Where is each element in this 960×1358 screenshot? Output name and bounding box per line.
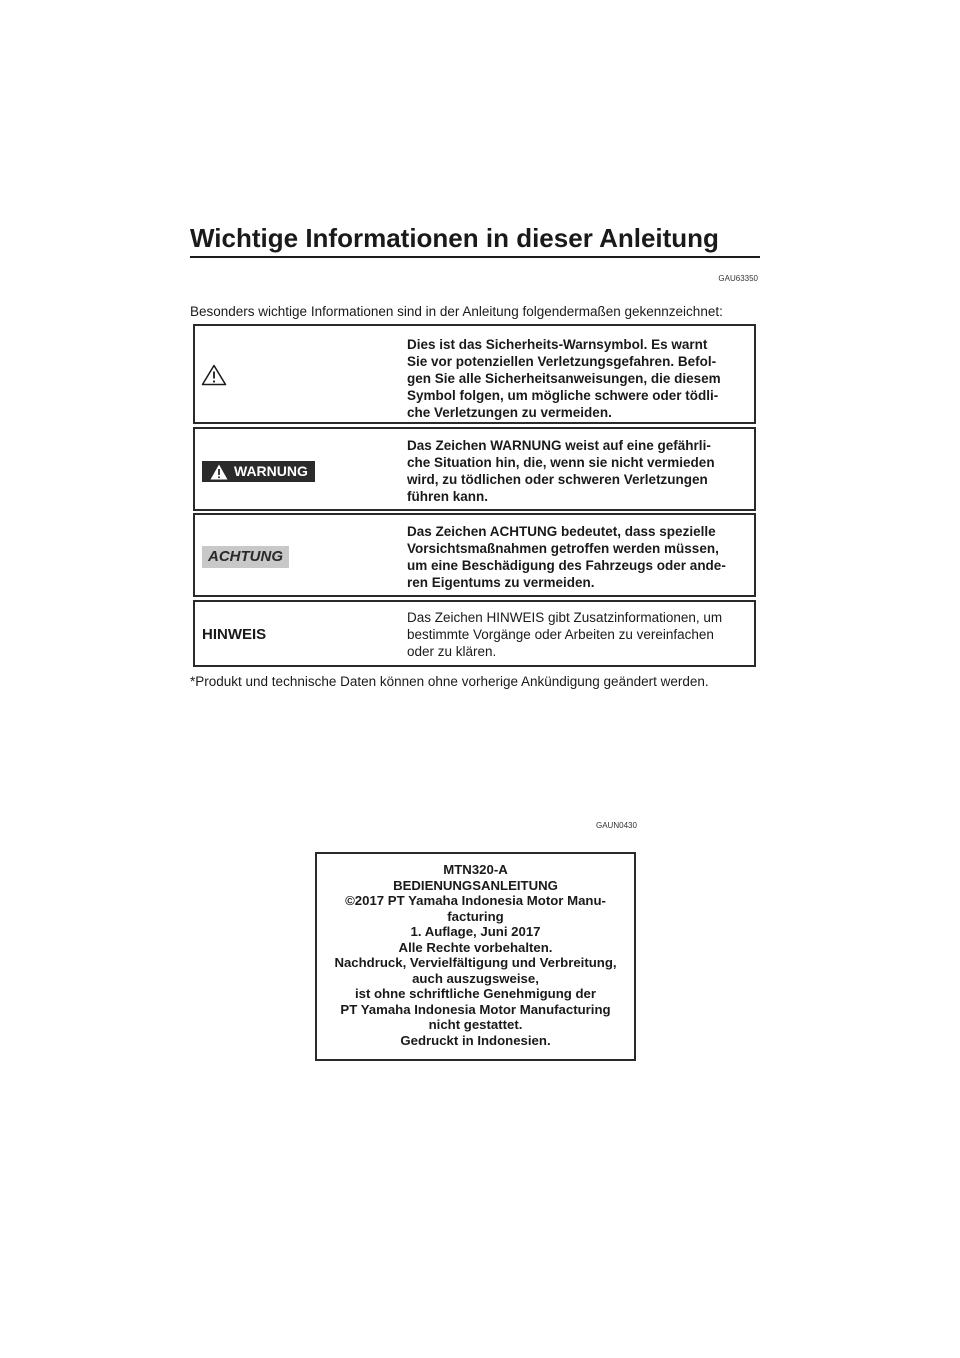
- box-text-line: führen kann.: [407, 489, 489, 504]
- imprint-line: ©2017 PT Yamaha Indonesia Motor Manu-: [345, 893, 606, 908]
- imprint-line: facturing: [447, 908, 504, 924]
- box-text-line: gen Sie alle Sicherheitsanweisungen, die diesem: [407, 371, 721, 386]
- box-text-line: wird, zu tödlichen oder schweren Verletzungen: [407, 472, 708, 487]
- box-text-line: Vorsichtsmaßnahmen getroffen werden müssen,: [407, 541, 719, 556]
- box-text-line: Symbol folgen, um mögliche schwere oder tödli-: [407, 388, 719, 403]
- achtung-label: ACHTUNG: [202, 546, 289, 568]
- achtung-box: [193, 513, 756, 597]
- warning-triangle-icon: [210, 464, 228, 480]
- box-text-line: che Verletzungen zu vermeiden.: [407, 405, 612, 420]
- imprint-line: BEDIENUNGSANLEITUNG: [393, 877, 558, 893]
- footnote-text: *Produkt und technische Daten können ohne vorherige Ankündigung geändert werden.: [190, 674, 709, 689]
- box-text-line: Das Zeichen ACHTUNG bedeutet, dass spezielle: [407, 524, 716, 539]
- box-text-line: ren Eigentums zu vermeiden.: [407, 575, 595, 590]
- imprint-box: [315, 852, 636, 1061]
- box-text-line: Dies ist das Sicherheits-Warnsymbol. Es warnt: [407, 337, 708, 352]
- warning-triangle-icon: [201, 364, 227, 386]
- imprint-line: Alle Rechte vorbehalten.: [398, 939, 553, 955]
- imprint-line: 1. Auflage, Juni 2017: [410, 924, 541, 939]
- box-text-line: Das Zeichen WARNUNG weist auf eine gefährli-: [407, 438, 711, 453]
- warnung-box: [193, 427, 756, 511]
- warnung-label-text: WARNUNG: [234, 463, 308, 479]
- imprint-line: auch auszugsweise,: [412, 970, 539, 986]
- doc-code-mid: GAUN0430: [596, 821, 637, 830]
- imprint-line: Gedruckt in Indonesien.: [400, 1032, 551, 1048]
- intro-text: Besonders wichtige Informationen sind in der Anleitung folgendermaßen gekennzeichnet:: [190, 304, 723, 319]
- safety-symbol-box: [193, 324, 756, 424]
- imprint-line: ist ohne schriftliche Genehmigung der: [354, 986, 597, 1001]
- page-title: Wichtige Informationen in dieser Anleitung: [190, 222, 760, 258]
- box-text-line: Sie vor potenziellen Verletzungsgefahren. Befol-: [407, 354, 717, 369]
- box-text-line: che Situation hin, die, wenn sie nicht vermieden: [407, 455, 715, 470]
- imprint-line: Nachdruck, Vervielfältigung und Verbreitung,: [334, 955, 617, 970]
- box-text-line: um eine Beschädigung des Fahrzeugs oder ande-: [407, 558, 726, 573]
- hinweis-box: [193, 600, 756, 667]
- box-text-line: Das Zeichen HINWEIS gibt Zusatzinformationen, um: [407, 610, 723, 625]
- imprint-line: nicht gestattet.: [428, 1017, 523, 1032]
- imprint-line: MTN320-A: [443, 862, 508, 877]
- warnung-label: [202, 461, 315, 482]
- box-text-line: oder zu klären.: [407, 644, 497, 659]
- box-text-line: bestimmte Vorgänge oder Arbeiten zu vereinfachen: [407, 627, 714, 642]
- hinweis-label: HINWEIS: [202, 626, 267, 643]
- doc-code-top: GAU63350: [718, 274, 758, 283]
- imprint-line: PT Yamaha Indonesia Motor Manufacturing: [340, 1001, 611, 1017]
